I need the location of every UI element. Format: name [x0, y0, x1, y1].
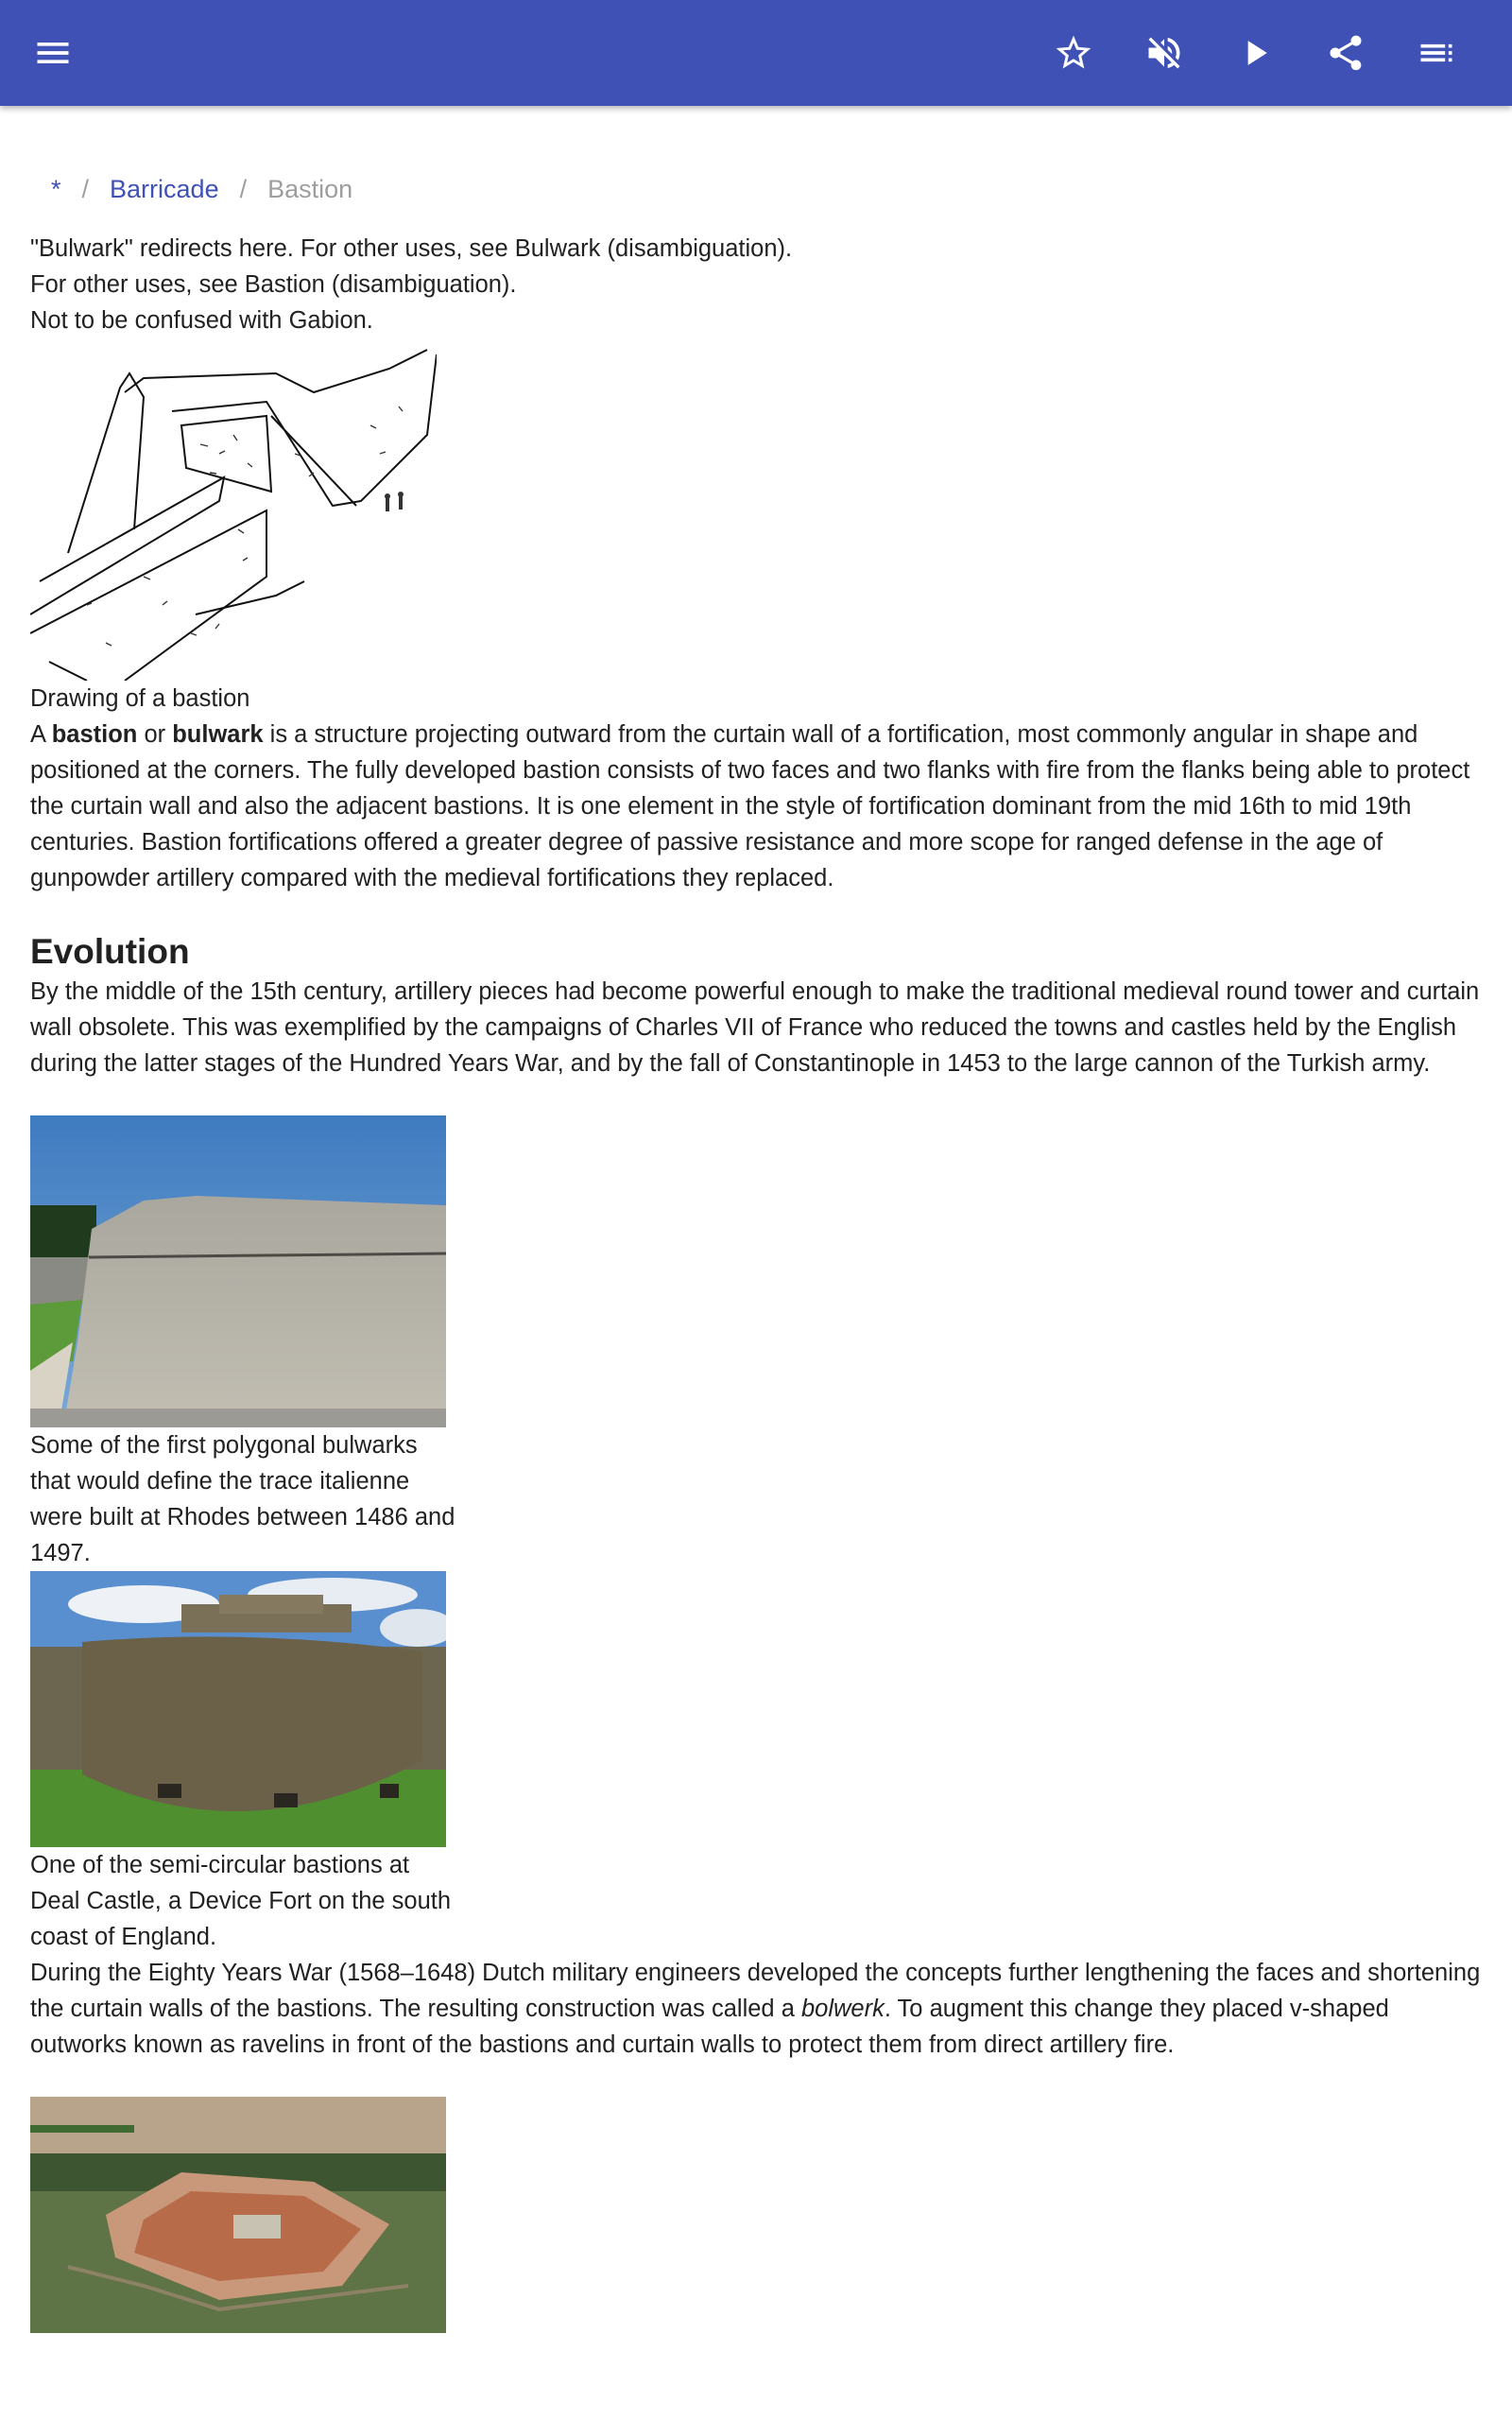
breadcrumb-separator: /: [239, 175, 248, 203]
mute-button[interactable]: [1136, 25, 1193, 81]
section-heading: Evolution: [30, 932, 190, 971]
play-icon: [1234, 32, 1276, 74]
figure-rhodes: [30, 1115, 1486, 1571]
hatnote-confused: Not to be confused with Gabion.: [30, 307, 373, 334]
app-bar: [0, 0, 1512, 106]
text: . To augment this change they placed v-shaped outworks known as ravelins in front of the bastions and curtain walls to protect them from direct artillery fire.: [30, 1996, 1389, 2058]
hatnotes: [30, 231, 1486, 338]
hatnote-other-uses: For other uses, see Bastion (disambiguation).: [30, 271, 517, 298]
share-button[interactable]: [1317, 25, 1374, 81]
breadcrumb-root[interactable]: *: [51, 175, 61, 203]
text: During the Eighty Years War (1568–1648) Dutch military engineers developed the concepts further lengthening the faces and shortening the curtain walls of the bastions. The resulting construction was called a: [30, 1960, 1481, 2022]
italic-term: bolwerk: [800, 1996, 885, 2022]
breadcrumb-separator: /: [81, 175, 90, 203]
breadcrumb-current: Bastion: [267, 175, 353, 203]
volume-off-icon: [1143, 32, 1185, 74]
bold-term: bulwark: [172, 721, 264, 748]
figure-caption: Drawing of a bastion: [30, 685, 250, 712]
figure-drawing: [30, 340, 1486, 717]
evolution-paragraph: By the middle of the 15th century, artillery pieces had become powerful enough to make the traditional medieval round tower and curtain wall obsolete. This was exemplified by the campaigns of Charles VII of France who reduced the towns and castles held by the English during the latter stages of the Hundred Years War, and by the fall of Constantinople in 1453 to the large cannon of the Turkish army.: [30, 978, 1480, 1077]
contents-button[interactable]: [1408, 25, 1465, 81]
article: [30, 106, 1486, 2333]
deal-castle-photo[interactable]: [30, 1571, 446, 1847]
figure-caption: One of the semi-circular bastions at Deal Castle, a Device Fort on the south coast of England.: [30, 1852, 452, 1950]
play-button[interactable]: [1227, 25, 1283, 81]
playlist-icon: [1416, 32, 1457, 74]
figure-deal-castle: [30, 1571, 1486, 1955]
figure-aerial: [30, 2097, 1486, 2333]
menu-icon: [32, 32, 74, 74]
evolution-paragraph: [30, 1955, 1486, 2063]
star-outline-icon: [1053, 32, 1094, 74]
rhodes-bulwark-photo[interactable]: [30, 1115, 446, 1427]
share-icon: [1325, 32, 1366, 74]
text: A: [30, 721, 52, 748]
menu-button[interactable]: [25, 25, 81, 81]
favorite-button[interactable]: [1045, 25, 1102, 81]
text: is a structure projecting outward from the curtain wall of a fortification, most commonly angular in shape and positioned at the corners. The fully developed bastion consists of two faces and two flanks with fire from the flanks being able to protect the curtain wall and also the adjacent bastions. It is one element in the style of fortification dominant from the mid 16th to mid 19th centuries. Bastion fortifications offered a greater degree of passive resistance and more scope for ranged defense in the age of gunpowder artillery compared with the medieval fortifications they replaced.: [30, 721, 1470, 891]
figure-caption: Some of the first polygonal bulwarks that would define the trace italienne were built at Rhodes between 1486 and 1497.: [30, 1432, 455, 1566]
bold-term: bastion: [51, 721, 138, 748]
hatnote-redirect: "Bulwark" redirects here. For other uses, see Bulwark (disambiguation).: [30, 235, 793, 262]
lead-paragraph: [30, 717, 1486, 896]
breadcrumb: [30, 166, 1486, 212]
breadcrumb-parent[interactable]: Barricade: [110, 175, 219, 203]
star-fort-aerial-photo[interactable]: [30, 2097, 446, 2333]
bastion-drawing-image[interactable]: [30, 340, 437, 681]
text: or: [137, 721, 173, 748]
